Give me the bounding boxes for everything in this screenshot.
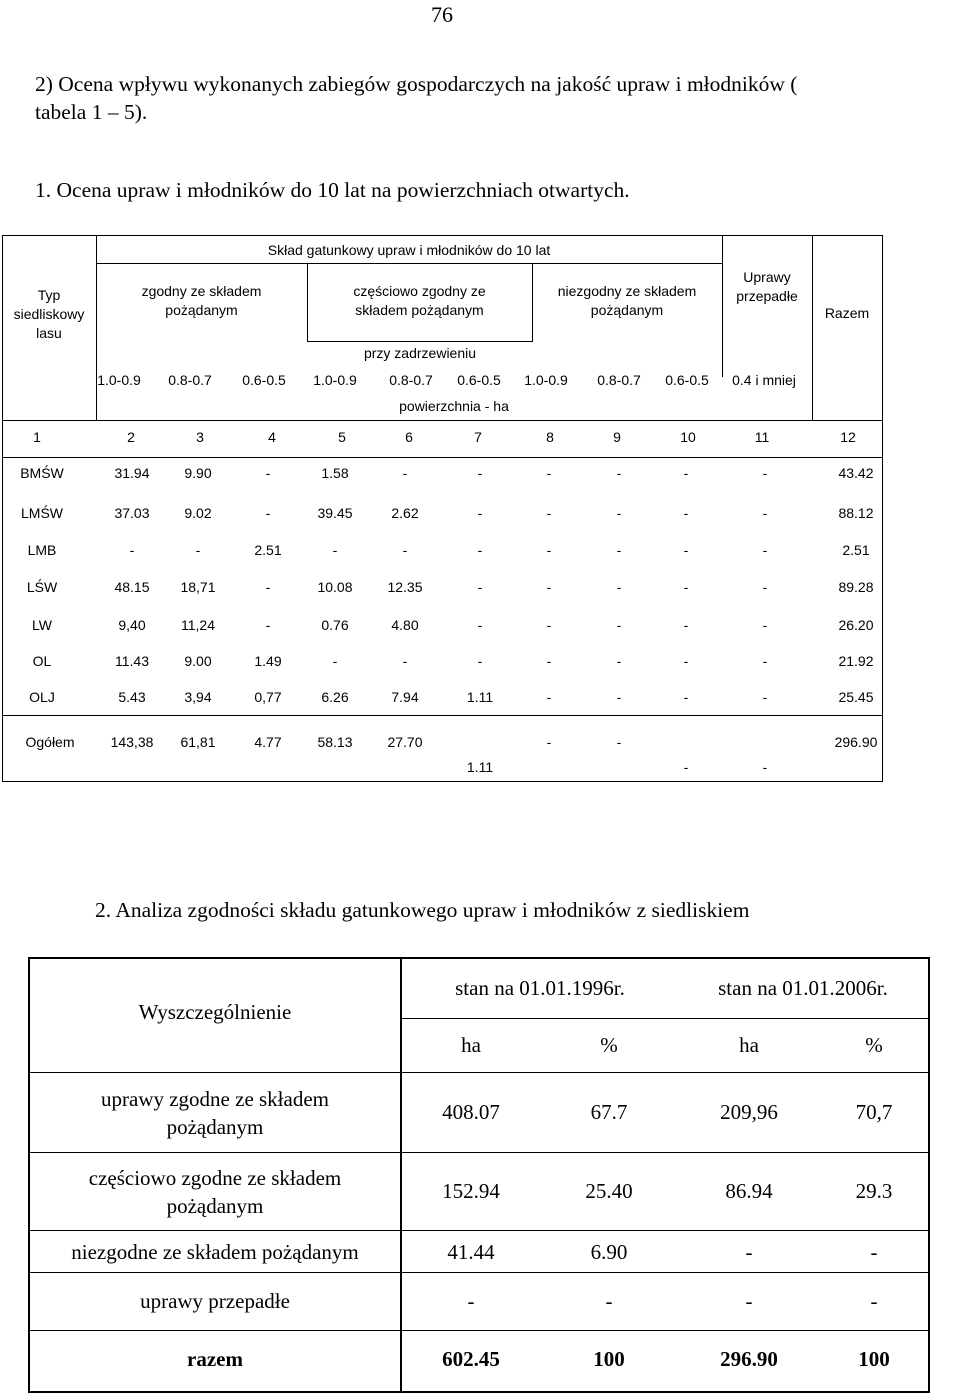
- table2-header-line: [28, 1072, 930, 1073]
- total-cell: 27.70: [387, 734, 423, 750]
- total-cell: 296.90: [720, 1347, 778, 1371]
- column-number: 4: [268, 429, 276, 445]
- table-cell: -: [762, 542, 768, 558]
- table-cell: 152.94: [442, 1179, 500, 1203]
- table1-top-border: [2, 235, 882, 236]
- page-number: 76: [431, 2, 453, 27]
- table-cell: 2.51: [254, 542, 282, 558]
- column-number: 9: [613, 429, 621, 445]
- table-cell: -: [683, 617, 689, 633]
- total-cell: 100: [593, 1347, 625, 1371]
- table-cell: -: [616, 617, 622, 633]
- table-cell: 0.76: [321, 617, 349, 633]
- table-cell: -: [477, 617, 483, 633]
- table-cell: -: [683, 689, 689, 705]
- table-cell: 6.26: [321, 689, 349, 705]
- table-cell: -: [762, 653, 768, 669]
- row-label: uprawy przepadłe: [140, 1289, 290, 1313]
- table1-total-line: [2, 715, 882, 716]
- total-typ-label: Ogółem: [25, 734, 75, 750]
- table-cell: -: [265, 617, 271, 633]
- table-cell: 67.7: [590, 1100, 628, 1124]
- table-cell: 1.58: [321, 465, 349, 481]
- total-cell: -: [762, 759, 768, 775]
- table-cell: -: [265, 579, 271, 595]
- table-cell: -: [616, 505, 622, 521]
- table1-numbers-line: [2, 457, 882, 458]
- table2-stan-underline: [400, 1018, 930, 1019]
- table-cell: 18,71: [180, 579, 216, 595]
- zadrzewienie-header: 0.6-0.5: [457, 372, 501, 388]
- zadrzewienie-header: 0.8-0.7: [389, 372, 433, 388]
- total-label: razem: [187, 1347, 243, 1371]
- zadrzewienie-header: 0.4 i mniej: [732, 372, 796, 388]
- table2-row-line-2: [28, 1230, 930, 1231]
- table-cell: -: [745, 1240, 753, 1264]
- total-cell: 143,38: [110, 734, 154, 750]
- table-cell: 3,94: [184, 689, 212, 705]
- table-cell: -: [477, 505, 483, 521]
- table-cell: 70,7: [855, 1100, 893, 1124]
- table-cell: -: [683, 465, 689, 481]
- header-zgodny: zgodny ze składem pożądanym: [141, 283, 262, 318]
- table-cell: -: [332, 542, 338, 558]
- header-wyszczegolnienie: Wyszczególnienie: [138, 1000, 292, 1024]
- section-heading: 2) Ocena wpływu wykonanych zabiegów gospodarczych na jakość upraw i młodników ( tabela 1 – 5).: [35, 72, 798, 124]
- table-cell: 43.42: [838, 465, 874, 481]
- table-cell: -: [745, 1289, 753, 1313]
- table-cell: -: [605, 1289, 613, 1313]
- total-cell: 602.45: [442, 1347, 500, 1371]
- column-number: 11: [754, 429, 770, 445]
- table-cell: 39.45: [317, 505, 353, 521]
- table2-heading: 2. Analiza zgodności składu gatunkowego upraw i młodników z siedliskiem: [95, 898, 750, 922]
- column-number: 7: [474, 429, 482, 445]
- table1-sklad-underline: [96, 263, 723, 264]
- table-cell: 4.80: [391, 617, 419, 633]
- table-cell: -: [129, 542, 135, 558]
- row-typ-label: LMŚW: [21, 505, 63, 521]
- table-cell: 9.00: [184, 653, 212, 669]
- table1-group-underline: [307, 341, 533, 342]
- table-cell: 2.51: [842, 542, 870, 558]
- table-cell: -: [402, 465, 408, 481]
- unit-header: %: [865, 1033, 883, 1057]
- row-typ-label: OL: [32, 653, 52, 669]
- table-cell: 26.20: [838, 617, 874, 633]
- table2-label-divider: [400, 957, 402, 1393]
- table-cell: -: [546, 542, 552, 558]
- table-cell: 9.02: [184, 505, 212, 521]
- row-label: uprawy zgodne ze składem pożądanym: [101, 1087, 329, 1139]
- table-cell: -: [683, 505, 689, 521]
- table-cell: 2.62: [391, 505, 419, 521]
- total-cell: 296.90: [834, 734, 878, 750]
- table-cell: -: [762, 617, 768, 633]
- table-cell: 25.45: [838, 689, 874, 705]
- table-cell: 408.07: [442, 1100, 500, 1124]
- table-cell: 1.11: [466, 689, 494, 705]
- table-cell: 21.92: [838, 653, 874, 669]
- row-label: częściowo zgodne ze składem pożądanym: [88, 1166, 342, 1218]
- table-cell: -: [546, 653, 552, 669]
- table-cell: 31.94: [114, 465, 150, 481]
- total-cell: 58.13: [317, 734, 353, 750]
- table-cell: -: [546, 579, 552, 595]
- header-powierzchnia: powierzchnia - ha: [399, 398, 509, 414]
- zadrzewienie-header: 1.0-0.9: [97, 372, 141, 388]
- table-cell: -: [477, 465, 483, 481]
- table-cell: 9.90: [184, 465, 212, 481]
- table-cell: -: [332, 653, 338, 669]
- table-cell: -: [870, 1240, 878, 1264]
- column-number: 6: [405, 429, 413, 445]
- table-cell: -: [546, 505, 552, 521]
- column-number: 3: [196, 429, 204, 445]
- table-cell: -: [870, 1289, 878, 1313]
- total-cell: 4.77: [254, 734, 282, 750]
- header-razem: Razem: [824, 305, 870, 321]
- table2-right-border: [928, 957, 930, 1393]
- table-cell: -: [762, 579, 768, 595]
- table-cell: -: [477, 542, 483, 558]
- row-typ-label: OLJ: [29, 689, 55, 705]
- table-cell: 41.44: [447, 1240, 495, 1264]
- table-cell: 209,96: [720, 1100, 778, 1124]
- unit-header: %: [600, 1033, 618, 1057]
- table-cell: -: [616, 689, 622, 705]
- table-cell: -: [477, 579, 483, 595]
- zadrzewienie-header: 0.8-0.7: [597, 372, 641, 388]
- table-cell: -: [762, 505, 768, 521]
- table-cell: 88.12: [838, 505, 874, 521]
- table-cell: 29.3: [855, 1179, 893, 1203]
- table-cell: -: [195, 542, 201, 558]
- table-cell: 86.94: [725, 1179, 773, 1203]
- header-sklad-gatunkowy: Skład gatunkowy upraw i młodników do 10 lat: [267, 242, 551, 258]
- table-cell: -: [265, 505, 271, 521]
- table-cell: 1.49: [254, 653, 282, 669]
- table1-heading: 1. Ocena upraw i młodników do 10 lat na powierzchniach otwartych.: [35, 178, 630, 202]
- table1-bottom-border: [2, 781, 882, 782]
- zadrzewienie-header: 1.0-0.9: [524, 372, 568, 388]
- header-stan-2006: stan na 01.01.2006r.: [718, 976, 888, 1000]
- table-cell: -: [616, 542, 622, 558]
- row-label: niezgodne ze składem pożądanym: [71, 1240, 359, 1264]
- header-uprawy-przepadle: Uprawy przepadłe: [736, 269, 798, 304]
- table-cell: 48.15: [114, 579, 150, 595]
- header-niezgodny: niezgodny ze składem pożądanym: [557, 283, 697, 318]
- table1-przepadle-left: [722, 235, 723, 377]
- zadrzewienie-header: 0.6-0.5: [665, 372, 709, 388]
- table-cell: -: [616, 465, 622, 481]
- zadrzewienie-header: 0.6-0.5: [242, 372, 286, 388]
- total-cell: 1.11: [466, 759, 494, 775]
- table-cell: 11.43: [115, 653, 149, 669]
- table2-row-line-1: [28, 1152, 930, 1153]
- table-cell: -: [546, 617, 552, 633]
- table2-row-line-4: [28, 1330, 930, 1331]
- table1-razem-divider: [812, 235, 813, 420]
- table-cell: -: [683, 579, 689, 595]
- table-cell: -: [683, 653, 689, 669]
- row-typ-label: BMŚW: [20, 465, 64, 481]
- header-przy-zadrzewieniu: przy zadrzewieniu: [363, 345, 477, 361]
- table-cell: -: [546, 689, 552, 705]
- header-stan-1996: stan na 01.01.1996r.: [455, 976, 625, 1000]
- table-cell: -: [402, 653, 408, 669]
- table-cell: 89.28: [838, 579, 874, 595]
- table-cell: 37.03: [114, 505, 150, 521]
- total-cell: -: [683, 759, 689, 775]
- zadrzewienie-header: 1.0-0.9: [313, 372, 357, 388]
- table-cell: 12.35: [387, 579, 423, 595]
- table-cell: -: [616, 653, 622, 669]
- table-cell: 6.90: [590, 1240, 628, 1264]
- table-cell: -: [402, 542, 408, 558]
- column-number: 10: [680, 429, 696, 445]
- table-cell: 9,40: [118, 617, 146, 633]
- column-number: 1: [33, 429, 41, 445]
- column-number: 2: [127, 429, 135, 445]
- table-cell: -: [683, 542, 689, 558]
- table-cell: -: [762, 689, 768, 705]
- table-cell: -: [546, 465, 552, 481]
- column-number: 12: [840, 429, 856, 445]
- table-cell: -: [616, 579, 622, 595]
- total-cell: 61,81: [180, 734, 216, 750]
- row-typ-label: LW: [32, 617, 52, 633]
- column-number: 5: [338, 429, 346, 445]
- table-cell: 11,24: [181, 617, 215, 633]
- table2-row-line-3: [28, 1272, 930, 1273]
- total-cell: -: [616, 734, 622, 750]
- table-cell: -: [467, 1289, 475, 1313]
- table-cell: 5.43: [118, 689, 146, 705]
- table-cell: 0,77: [254, 689, 282, 705]
- zadrzewienie-header: 0.8-0.7: [168, 372, 212, 388]
- column-number: 8: [546, 429, 554, 445]
- unit-header: ha: [739, 1033, 759, 1057]
- table-cell: 10.08: [317, 579, 353, 595]
- table-cell: -: [762, 465, 768, 481]
- table2-bottom-border: [28, 1391, 930, 1393]
- total-cell: -: [546, 734, 552, 750]
- table1-header-line: [2, 420, 882, 421]
- row-typ-label: LŚW: [26, 579, 58, 595]
- table-cell: -: [477, 653, 483, 669]
- header-czesciowo: częściowo zgodny ze składem pożądanym: [353, 283, 486, 318]
- total-cell: 100: [858, 1347, 890, 1371]
- table-cell: 25.40: [585, 1179, 633, 1203]
- table-cell: 7.94: [391, 689, 419, 705]
- row-typ-label: LMB: [27, 542, 57, 558]
- table2-top-border: [28, 957, 930, 959]
- header-typ-siedliskowy: Typ siedliskowy lasu: [13, 287, 85, 341]
- unit-header: ha: [461, 1033, 481, 1057]
- table-cell: -: [265, 465, 271, 481]
